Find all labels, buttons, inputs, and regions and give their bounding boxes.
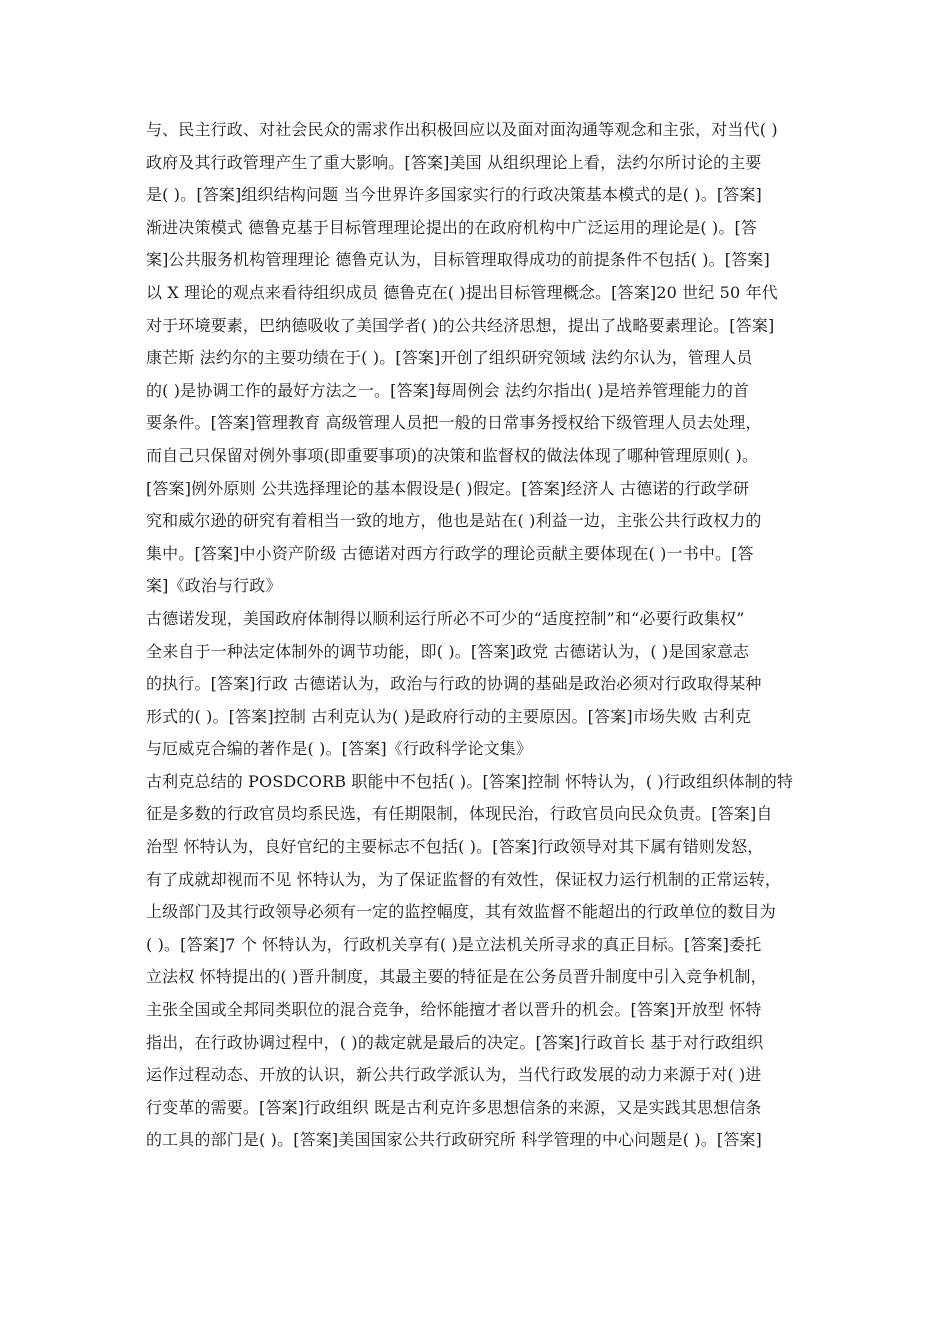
- text-line: 而自己只保留对例外事项(即重要事项)的决策和监督权的做法体现了哪种管理原则( )。: [146, 445, 759, 465]
- text-line: 要条件。[答案]管理教育 高级管理人员把一般的日常事务授权给下级管理人员去处理，: [146, 413, 762, 433]
- text-line: 有了成就却视而不见 怀特认为，为了保证监督的有效性，保证权力运行机制的正常运转，: [146, 869, 782, 889]
- text-line: 治型 怀特认为，良好官纪的主要标志不包括( )。[答案]行政领导对其下属有错则发怒，: [146, 837, 764, 857]
- text-line: 政府及其行政管理产生了重大影响。[答案]美国 从组织理论上看，法约尔所讨论的主要: [146, 152, 762, 172]
- text-line: 行变革的需要。[答案]行政组织 既是古利克许多思想信条的来源，又是实践其思想信条: [146, 1097, 762, 1117]
- text-line: 指出，在行政协调过程中，( )的裁定就是最后的决定。[答案]行政首长 基于对行政组织: [146, 1032, 764, 1052]
- document-body: [146, 114, 826, 1157]
- text-line: 的工具的部门是( )。[答案]美国国家公共行政研究所 科学管理的中心问题是( )。[答案]: [146, 1130, 762, 1150]
- text-line: 形式的( )。[答案]控制 古利克认为( )是政府行动的主要原因。[答案]市场失败 古利克: [146, 706, 752, 726]
- text-line: 的执行。[答案]行政 古德诺认为，政治与行政的协调的基础是政治必须对行政取得某种: [146, 674, 762, 694]
- text-line: 古利克总结的 POSDCORB 职能中不包括( )。[答案]控制 怀特认为，( )行政组织体制的特: [146, 771, 794, 791]
- text-line: 是( )。[答案]组织结构问题 当今世界许多国家实行的行政决策基本模式的是( )。[答案]: [146, 185, 762, 205]
- text-line: 以 X 理论的观点来看待组织成员 德鲁克在( )提出目标管理概念。[答案]20 世纪 50 年代: [146, 282, 778, 302]
- text-line: 集中。[答案]中小资产阶级 古德诺对西方行政学的理论贡献主要体现在( )一书中。[答: [146, 543, 754, 563]
- text-line: 征是多数的行政官员均系民选，有任期限制，体现民治，行政官员向民众负责。[答案]自: [146, 804, 773, 824]
- text-line: 究和威尔逊的研究有着相当一致的地方，他也是站在( )利益一边，主张公共行政权力的: [146, 511, 762, 531]
- text-line: 主张全国或全邦同类职位的混合竞争，给怀能擅才者以晋升的机会。[答案]开放型 怀特: [146, 1000, 762, 1020]
- text-line: 渐进决策模式 德鲁克基于目标管理理论提出的在政府机构中广泛运用的理论是( )。[答: [146, 217, 758, 237]
- text-line: 运作过程动态、开放的认识，新公共行政学派认为，当代行政发展的动力来源于对( )进: [146, 1065, 762, 1085]
- text-line: 古德诺发现，美国政府体制得以顺利运行所必不可少的“适度控制”和“必要行政集权”: [146, 608, 745, 628]
- text-line: 案]公共服务机构管理理论 德鲁克认为，目标管理取得成功的前提条件不包括( )。[答案]: [146, 250, 770, 270]
- text-line: 上级部门及其行政领导必须有一定的监控幅度，其有效监督不能超出的行政单位的数目为: [146, 902, 776, 922]
- text-line: 对于环境要素，巴纳德吸收了美国学者( )的公共经济思想，提出了战略要素理论。[答案]: [146, 315, 775, 335]
- text-line: [答案]例外原则 公共选择理论的基本假设是( )假定。[答案]经济人 古德诺的行政学研: [146, 478, 750, 498]
- text-line: 与厄威克合编的著作是( )。[答案]《行政科学论文集》: [146, 739, 533, 759]
- text-line: 与、民主行政、对社会民众的需求作出积极回应以及面对面沟通等观念和主张，对当代( ): [146, 120, 778, 139]
- text-line: 的( )是协调工作的最好方法之一。[答案]每周例会 法约尔指出( )是培养管理能力的首: [146, 380, 750, 400]
- text-line: 康芒斯 法约尔的主要功绩在于( )。[答案]开创了组织研究领域 法约尔认为，管理人员: [146, 348, 753, 368]
- text-line: 案]《政治与行政》: [146, 576, 282, 596]
- text-line: 全来自于一种法定体制外的调节功能，即( )。[答案]政党 古德诺认为，( )是国家意志: [146, 641, 750, 661]
- text-line: 立法权 怀特提出的( )晋升制度，其最主要的特征是在公务员晋升制度中引入竞争机制，: [146, 967, 767, 987]
- text-line: ( )。[答案]7 个 怀特认为，行政机关享有( )是立法机关所寻求的真正目标。[答案]委托: [146, 934, 762, 954]
